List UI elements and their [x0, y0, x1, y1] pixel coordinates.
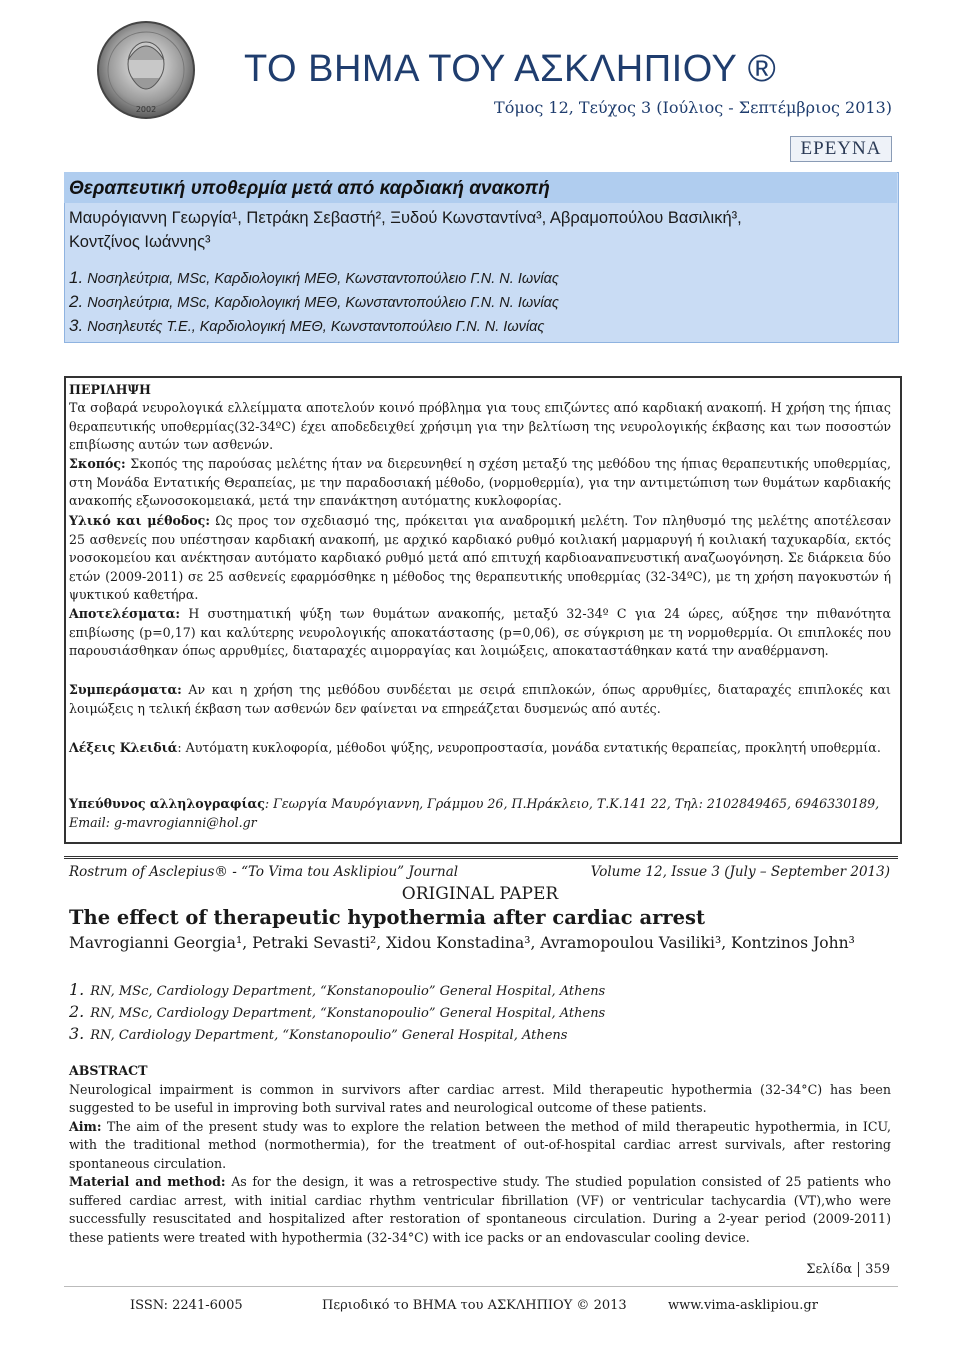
greek-affiliation	[69, 268, 559, 288]
page-label: Σελίδα	[806, 1262, 853, 1277]
paper-type-label: ORIGINAL PAPER	[401, 884, 559, 904]
method-text: Ως προς τον σχεδιασμό της, πρόκειται για αναδρομική μελέτη. Τον πληθυσμό της μελέτης αποτέλεσαν 25 ασθενείς που υπέστησαν καρδιακή ανακοπή, με αρχικό καρδιακό ρυθμό κοιλιακή μαρμαρυγή ή κοιλιακή ταχυκαρδία, εκτός νοσοκομείου και ανέκτησαν αυτόματο καρδιακό ρυθμό μετά από επιτυχή καρδιοαναπνευστική αναζωογόνηση. Σε διάρκεια δύο ετών (2009-2011) σε 25 ασθενείς εφαρμόσθηκε η μέθοδος της θεραπευτικής υποθερμίας (32-34ºC), με τη χρήση παγοκυστών ή ψυκτικού καθετήρα.	[69, 513, 891, 602]
english-abstract-intro: Neurological impairment is common in survivors after cardiac arrest. Mild therapeutic hypothermia (32-34°C) has been suggested to be useful in improving both survival rates and neurological outcome of these patients.	[69, 1081, 891, 1115]
correspondence-text: : Γεωργία Μαυρόγιαννη, Γράμμου 26, Π.Ηράκλειο, Τ.Κ.141 22, Τηλ: 2102849465, 6946330189, Email: g-mavrogianni@hol.gr	[69, 796, 880, 830]
affiliation-number: 2.	[69, 292, 84, 311]
footer-issn: ISSN: 2241-6005	[130, 1298, 243, 1313]
conclusions-label: Συμπεράσματα:	[69, 682, 182, 697]
greek-abstract-method	[69, 512, 891, 605]
affiliation-number: 3.	[69, 1024, 85, 1043]
journal-title: ΤΟ ΒΗΜΑ ΤΟΥ ΑΣΚΛΗΠΙΟΥ ®	[244, 48, 777, 90]
results-label: Αποτελέσματα:	[69, 606, 181, 621]
affiliation-text: Νοσηλεύτρια, MSc, Καρδιολογική ΜΕΘ, Κωνσταντοπούλειο Γ.Ν. Ν. Ιωνίας	[87, 271, 559, 287]
affiliation-number: 3.	[69, 316, 84, 335]
affiliation-number: 1.	[69, 980, 85, 999]
aim-text: The aim of the present study was to explore the relation between the method of mild therapeutic hypothermia, in ICU, with the traditional method (normothermia), for the treatment of out-of-hospital cardiac arrest survivals, after restoring spontaneous circulation.	[69, 1118, 891, 1171]
journal-logo	[66, 20, 226, 120]
method-label: Υλικό και μέθοδος:	[69, 513, 210, 528]
greek-affiliation	[69, 316, 544, 336]
section-divider	[64, 856, 898, 859]
english-affiliation	[69, 980, 605, 999]
greek-affiliation	[69, 292, 559, 312]
affiliation-number: 1.	[69, 268, 84, 287]
affiliation-text: Νοσηλεύτρια, MSc, Καρδιολογική ΜΕΘ, Κωνσταντοπούλειο Γ.Ν. Ν. Ιωνίας	[87, 295, 559, 311]
method-label: Material and method:	[69, 1174, 226, 1189]
section-tag: ΕΡΕΥΝΑ	[790, 136, 892, 162]
aim-text: Σκοπός της παρούσας μελέτης ήταν να διερευνηθεί η σχέση μεταξύ της μεθόδου της ήπιας θεραπευτικής υποθερμίας, στη Μονάδα Εντατικής Θεραπείας, με την παραδοσιακή μέθοδο, (νορμοθερμία), για την αντιμετώπιση των θυμάτων καρδιακής ανακοπής εξωνοσοκομειακά, μετά την επανάκτηση αυτόματης κυκλοφορίας.	[69, 456, 891, 508]
greek-abstract-aim	[69, 455, 891, 511]
method-text: As for the design, it was a retrospective study. The studied population consisted of 25 patients who suffered cardiac arrest, with initial cardiac rhythm ventricular fibrillation (VF) or ventricular tachycardia (VT),who were successfully resuscitated and hospitalized after restoration of spontaneous circulation. During a 2-year period (2009-2011) these patients were treated with hypothermia (32-34°C) with ice packs or an endovascular cooling device.	[69, 1174, 892, 1245]
volume-line: Τόμος 12, Τεύχος 3 (Ιούλιος - Σεπτέμβριος 2013)	[494, 98, 892, 117]
greek-article-title: Θεραπευτική υποθερμία μετά από καρδιακή ανακοπή	[69, 178, 550, 199]
footer-website-link[interactable]: www.vima-asklipiou.gr	[668, 1298, 818, 1313]
english-journal-line: Rostrum of Asclepius® - “To Vima tou Asklipiou” Journal	[69, 864, 459, 880]
aim-label: Σκοπός:	[69, 456, 126, 471]
correspondence-label: Υπεύθυνος αλληλογραφίας	[69, 796, 265, 811]
english-article-title: The effect of therapeutic hypothermia after cardiac arrest	[69, 906, 706, 929]
english-abstract-heading: ABSTRACT	[69, 1063, 148, 1078]
greek-abstract-intro: Τα σοβαρά νευρολογικά ελλείμματα αποτελούν κοινό πρόβλημα για τους επιζώντες από καρδιακή ανακοπή. Η χρήση της ήπιας θεραπευτικής υποθερμίας(32-34ºC) έχει αποδεδειχθεί χρήσιμη για την βελτίωση της νευρολογικής έκβασης και των ποσοστών επιβίωσης αυτών των ασθενών.	[69, 400, 891, 452]
page-number-value: 359	[865, 1262, 890, 1277]
keywords-text: : Αυτόματη κυκλοφορία, μέθοδοι ψύξης, νευροπροστασία, μονάδα εντατικής θεραπείας, προκλητή υποθερμία.	[177, 740, 881, 755]
footer-publisher: Περιοδικό το ΒΗΜΑ του ΑΣΚΛΗΠΙΟΥ © 2013	[322, 1298, 627, 1313]
affiliation-text: Νοσηλευτές Τ.Ε., Καρδιολογική ΜΕΘ, Κωνσταντοπούλειο Γ.Ν. Ν. Ιωνίας	[87, 319, 545, 335]
keywords-label: Λέξεις Κλειδιά	[69, 740, 178, 755]
english-affiliation	[69, 1024, 567, 1043]
greek-abstract-heading: ΠΕΡΙΛΗΨΗ	[69, 382, 151, 397]
footer-divider	[64, 1286, 898, 1287]
greek-abstract-conclusions	[69, 681, 891, 718]
affiliation-number: 2.	[69, 1002, 85, 1021]
english-volume-line: Volume 12, Issue 3 (July – September 2013)	[590, 864, 890, 880]
logo-year: 2002	[135, 105, 157, 114]
english-affiliation	[69, 1002, 605, 1021]
aim-label: Aim:	[69, 1118, 102, 1134]
english-authors: Mavrogianni Georgia¹, Petraki Sevasti², Xidou Konstadina³, Avramopoulou Vasiliki³, Kontzinos John³	[69, 934, 855, 952]
greek-correspondence	[69, 795, 891, 832]
conclusions-text: Αν και η χρήση της μεθόδου συνδέεται με σειρά επιπλοκών, όπως αρρυθμίες, διαταραχές επιπλοκές και λοιμώξεις η τελική έκβαση των ασθενών δεν φαίνεται να επηρεάζεται δυσμενώς από αυτές.	[69, 682, 891, 716]
greek-keywords	[69, 739, 891, 758]
greek-authors-line-2: Κοντζίνος Ιωάννης³	[69, 233, 211, 251]
english-abstract	[69, 1062, 891, 1247]
greek-authors-line-1: Μαυρόγιαννη Γεωργία¹, Πετράκη Σεβαστή², Ξυδού Κωνσταντίνα³, Αβραμοπούλου Βασιλική³,	[69, 209, 742, 227]
page-number	[806, 1262, 890, 1277]
english-abstract-method	[69, 1173, 891, 1247]
english-abstract-aim	[69, 1118, 891, 1174]
affiliation-text: RN, MSc, Cardiology Department, “Konstanopoulio” General Hospital, Athens	[90, 984, 606, 999]
affiliation-text: RN, MSc, Cardiology Department, “Konstanopoulio” General Hospital, Athens	[90, 1006, 606, 1021]
greek-abstract-results	[69, 605, 891, 661]
results-text: Η συστηματική ψύξη των θυμάτων ανακοπής, μεταξύ 32-34º C για 24 ώρες, αύξησε την πιθανότητα επιβίωσης (p=0,17) και καλύτερης νευρολογικής αποκατάστασης (p=0,06), σε σύγκριση με τη νορμοθερμία. Οι επιπλοκές που παρουσιάσθηκαν όπως αρρυθμίες, διαταραχές αιμορραγίας και λοιμώξεις, αποκαταστάθηκαν κατά την αναθέρμανση.	[69, 606, 891, 658]
affiliation-text: RN, Cardiology Department, “Konstanopoulio” General Hospital, Athens	[90, 1028, 568, 1043]
